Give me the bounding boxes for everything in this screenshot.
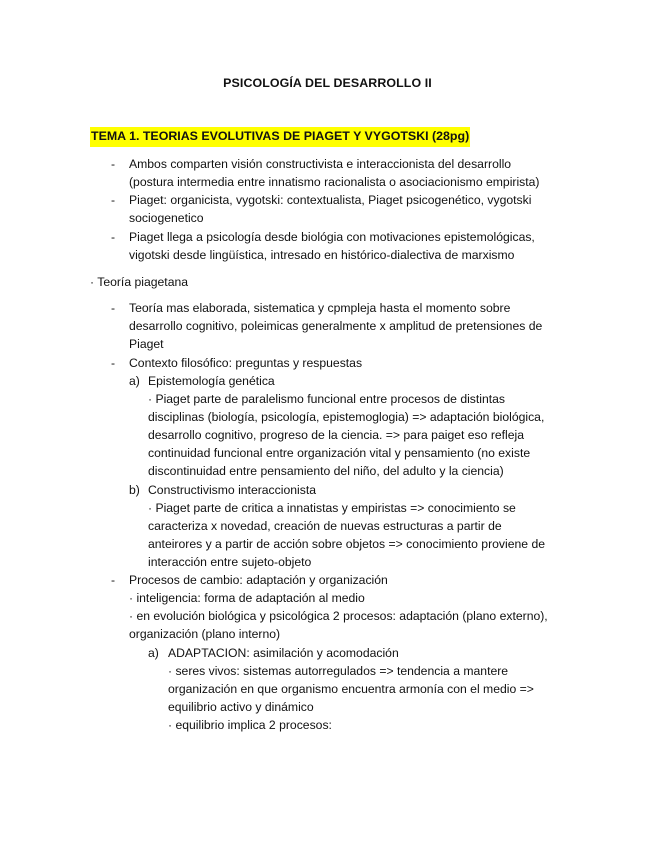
- page-title: PSICOLOGÍA DEL DESARROLLO II: [223, 76, 432, 90]
- topic-heading: TEMA 1. TEORIAS EVOLUTIVAS DE PIAGET Y VYGOTSKI (28pg): [90, 127, 470, 147]
- text-line: Epistemología genética: [148, 374, 275, 388]
- text-line: vigotski desde lingüística, intresado en histórico-dialectiva de marxismo: [129, 248, 515, 262]
- dash-marker: -: [111, 230, 116, 244]
- text-line: Constructivismo interaccionista: [148, 483, 316, 497]
- text-line: (postura intermedia entre innatismo racionalista o asociacionismo empirista): [129, 175, 540, 189]
- text-line: organización (plano interno): [129, 627, 281, 641]
- text-line: · equilibrio implica 2 procesos:: [168, 718, 332, 732]
- text-line: interacción entre sujeto-objeto: [148, 555, 312, 569]
- dash-marker: -: [111, 573, 116, 587]
- text-line: · seres vivos: sistemas autorregulados => tendencia a mantere: [168, 664, 509, 678]
- text-line: organización en que organismo encuentra armonía con el medio =>: [168, 682, 534, 696]
- text-line: Contexto filosófico: preguntas y respuestas: [129, 356, 363, 370]
- text-line: continuidad funcional entre organización vital y pensamiento (no existe: [148, 446, 531, 460]
- text-line: discontinuidad entre pensamiento del niño, del adulto y la ciencia): [148, 464, 504, 478]
- list-marker-a: a): [129, 374, 140, 388]
- section-label: · Teoría piagetana: [90, 275, 189, 289]
- text-line: desarrollo cognitivo, progreso de la ciencia. => para paiget eso refleja: [148, 428, 525, 442]
- text-line: sociogenetico: [129, 211, 204, 225]
- text-line: · Piaget parte de critica a innatistas y empiristas => conocimiento se: [148, 501, 516, 515]
- text-line: · en evolución biológica y psicológica 2 procesos: adaptación (plano externo),: [129, 609, 548, 623]
- text-line: anteirores y a partir de acción sobre objetos => conocimiento proviene de: [148, 537, 546, 551]
- list-marker-b: b): [129, 483, 140, 497]
- text-line: · Piaget parte de paralelismo funcional entre procesos de distintas: [148, 392, 506, 406]
- text-line: caracteriza x novedad, creación de nuevas estructuras a partir de: [148, 519, 502, 533]
- list-marker-a: a): [148, 646, 159, 660]
- text-line: Ambos comparten visión constructivista e interaccionista del desarrollo: [129, 157, 512, 171]
- text-line: · inteligencia: forma de adaptación al medio: [129, 591, 365, 605]
- text-line: disciplinas (biología, psicología, epistemoglogia) => adaptación biológica,: [148, 410, 545, 424]
- text-line: equilibrio activo y dinámico: [168, 700, 314, 714]
- text-line: Procesos de cambio: adaptación y organización: [129, 573, 388, 587]
- text-line: ADAPTACION: asimilación y acomodación: [168, 646, 399, 660]
- text-line: Teoría mas elaborada, sistematica y cpmpleja hasta el momento sobre: [129, 301, 511, 315]
- text-line: Piaget llega a psicología desde biológia con motivaciones epistemológicas,: [129, 230, 535, 244]
- dash-marker: -: [111, 193, 116, 207]
- dash-marker: -: [111, 356, 116, 370]
- dash-marker: -: [111, 301, 116, 315]
- dash-marker: -: [111, 157, 116, 171]
- text-line: desarrollo cognitivo, poleimicas generalmente x amplitud de pretensiones de: [129, 319, 543, 333]
- text-line: Piaget: organicista, vygotski: contextualista, Piaget psicogenético, vygotski: [129, 193, 532, 207]
- text-line: Piaget: [129, 337, 164, 351]
